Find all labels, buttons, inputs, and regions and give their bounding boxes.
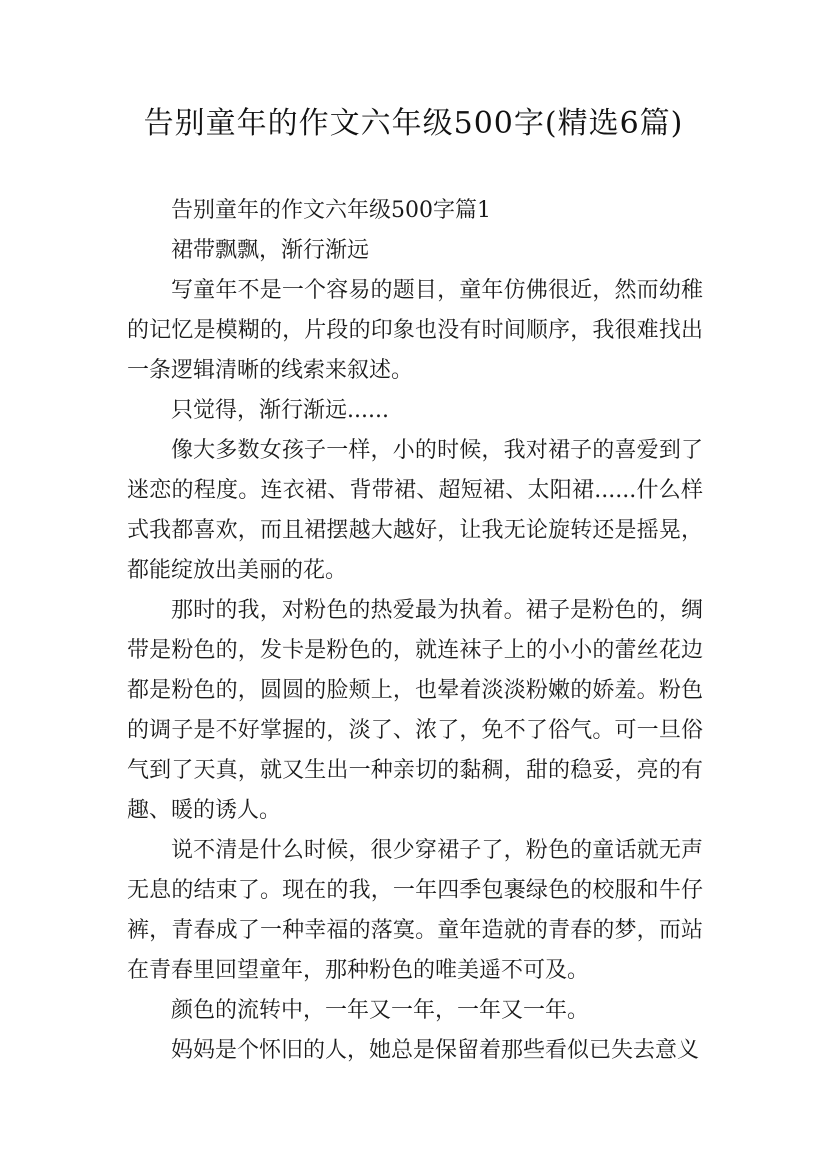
paragraph: 那时的我，对粉色的热爱最为执着。裙子是粉色的，绸带是粉色的，发卡是粉色的，就连袜子上的小小的蕾丝花边都是粉色的，圆圆的脸颊上，也晕着淡淡粉嫩的娇羞。粉色的调子是不好掌握的，淡了、浓了，免不了俗气。可一旦俗气到了天真，就又生出一种亲切的黏稠，甜的稳妥，亮的有趣、暖的诱人。 xyxy=(127,598,703,823)
paragraph: 像大多数女孩子一样，小的时候，我对裙子的喜爱到了迷恋的程度。连衣裙、背带裙、超短裙、太阳裙......什么样式我都喜欢，而且裙摆越大越好，让我无论旋转还是摇晃，都能绽放出美丽的花。 xyxy=(127,438,703,583)
document-title: 告别童年的作文六年级500字(精选6篇) xyxy=(143,106,684,141)
paragraph: 只觉得，渐行渐远...... xyxy=(171,398,389,423)
paragraph: 写童年不是一个容易的题目，童年仿佛很近，然而幼稚的记忆是模糊的，片段的印象也没有时间顺序，我很难找出一条逻辑清晰的线索来叙述。 xyxy=(127,278,703,383)
paragraph: 说不清是什么时候，很少穿裙子了，粉色的童话就无声无息的结束了。现在的我，一年四季包裹绿色的校服和牛仔裤，青春成了一种幸福的落寞。童年造就的青春的梦，而站在青春里回望童年，那种粉色的唯美遥不可及。 xyxy=(127,838,703,983)
document-body xyxy=(127,191,703,1071)
paragraph: 妈妈是个怀旧的人，她总是保留着那些看似已失去意义 xyxy=(171,1038,700,1063)
paragraph: 颜色的流转中，一年又一年，一年又一年。 xyxy=(171,998,590,1023)
essay-subtitle: 裙带飘飘，渐行渐远 xyxy=(171,238,370,263)
section-heading: 告别童年的作文六年级500字篇1 xyxy=(171,198,491,223)
